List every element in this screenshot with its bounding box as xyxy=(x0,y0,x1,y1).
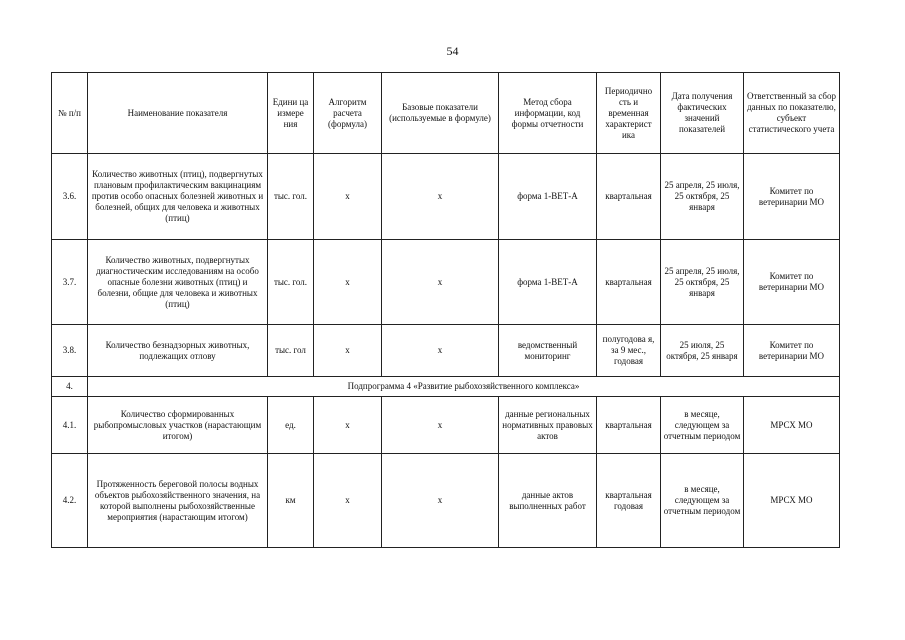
cell-num: 4.1. xyxy=(52,397,88,454)
page-number: 54 xyxy=(446,44,459,58)
cell-date: в месяце, следующем за отчетным периодом xyxy=(661,397,744,454)
cell-method: форма 1-ВЕТ-А xyxy=(499,240,597,325)
cell-period: квартальная xyxy=(597,397,661,454)
cell-period: квартальная xyxy=(597,154,661,240)
header-responsible: Ответственный за сбор данных по показателю, субъект статистического учета xyxy=(744,73,840,154)
section-num: 4. xyxy=(52,377,88,397)
header-date: Дата получения фактических значений показателей xyxy=(661,73,744,154)
cell-method: данные актов выполненных работ xyxy=(499,454,597,548)
cell-base: х xyxy=(382,454,499,548)
cell-name: Количество сформированных рыбопромысловых участков (нарастающим итогом) xyxy=(88,397,268,454)
cell-base: х xyxy=(382,240,499,325)
cell-base: х xyxy=(382,397,499,454)
cell-responsible: Комитет по ветеринарии МО xyxy=(744,154,840,240)
cell-algorithm: х xyxy=(314,325,382,377)
cell-base: х xyxy=(382,325,499,377)
cell-responsible: Комитет по ветеринарии МО xyxy=(744,240,840,325)
header-num: № п/п xyxy=(52,73,88,154)
table-row xyxy=(52,240,840,325)
header-row xyxy=(52,73,840,154)
cell-num: 3.6. xyxy=(52,154,88,240)
cell-name: Количество безнадзорных животных, подлежащих отлову xyxy=(88,325,268,377)
cell-num: 4.2. xyxy=(52,454,88,548)
cell-period: полугодова я, за 9 мес., годовая xyxy=(597,325,661,377)
cell-name: Протяженность береговой полосы водных объектов рыбохозяйственного значения, на которой выполнены рыбохозяйственные мероприятия (нарастающим итогом) xyxy=(88,454,268,548)
cell-date: в месяце, следующем за отчетным периодом xyxy=(661,454,744,548)
header-base: Базовые показатели (используемые в формуле) xyxy=(382,73,499,154)
cell-num: 3.7. xyxy=(52,240,88,325)
cell-date: 25 апреля, 25 июля, 25 октября, 25 января xyxy=(661,154,744,240)
cell-algorithm: х xyxy=(314,454,382,548)
cell-unit: тыс. гол. xyxy=(268,240,314,325)
header-period: Периодично сть и временная характерист ика xyxy=(597,73,661,154)
table-row xyxy=(52,325,840,377)
cell-unit: ед. xyxy=(268,397,314,454)
cell-name: Количество животных (птиц), подвергнутых плановым профилактическим вакцинациям против особо опасных болезней животных и болезней, общих для человека и животных (птиц) xyxy=(88,154,268,240)
cell-base: х xyxy=(382,154,499,240)
cell-unit: км xyxy=(268,454,314,548)
section-row xyxy=(52,377,840,397)
header-name: Наименование показателя xyxy=(88,73,268,154)
cell-algorithm: х xyxy=(314,240,382,325)
cell-responsible: МРСХ МО xyxy=(744,397,840,454)
cell-num: 3.8. xyxy=(52,325,88,377)
table-row xyxy=(52,397,840,454)
cell-responsible: Комитет по ветеринарии МО xyxy=(744,325,840,377)
cell-unit: тыс. гол xyxy=(268,325,314,377)
header-unit: Едини ца измере ния xyxy=(268,73,314,154)
cell-method: форма 1-ВЕТ-А xyxy=(499,154,597,240)
header-method: Метод сбора информации, код формы отчетности xyxy=(499,73,597,154)
cell-responsible: МРСХ МО xyxy=(744,454,840,548)
cell-unit: тыс. гол. xyxy=(268,154,314,240)
cell-date: 25 июля, 25 октября, 25 января xyxy=(661,325,744,377)
cell-period: квартальная xyxy=(597,240,661,325)
table-row xyxy=(52,454,840,548)
cell-algorithm: х xyxy=(314,154,382,240)
indicators-table xyxy=(51,72,840,548)
cell-date: 25 апреля, 25 июля, 25 октября, 25 января xyxy=(661,240,744,325)
header-algorithm: Алгоритм расчета (формула) xyxy=(314,73,382,154)
table-row xyxy=(52,154,840,240)
section-title: Подпрограмма 4 «Развитие рыбохозяйственного комплекса» xyxy=(88,377,840,397)
cell-name: Количество животных, подвергнутых диагностическим исследованиям на особо опасные болезни животных (птиц) и болезни, общие для человека и животных (птиц) xyxy=(88,240,268,325)
cell-method: ведомственный мониторинг xyxy=(499,325,597,377)
cell-period: квартальная годовая xyxy=(597,454,661,548)
cell-method: данные региональных нормативных правовых актов xyxy=(499,397,597,454)
cell-algorithm: х xyxy=(314,397,382,454)
